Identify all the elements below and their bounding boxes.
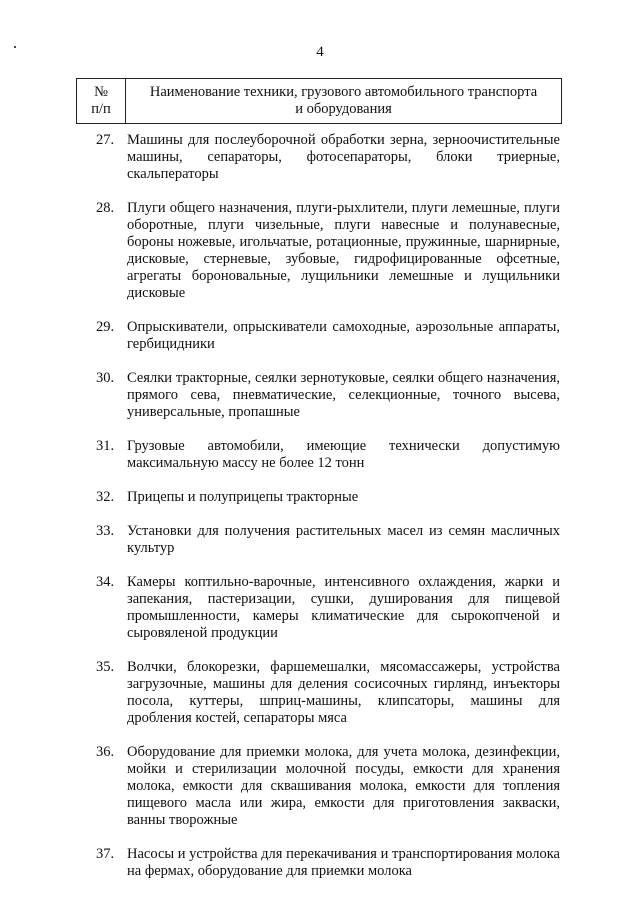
- item-text: Камеры коптильно-варочные, интенсивного охлаждения, жарки и запекания, пастеризации, сушки, душирования для пищевой промышленности, камеры климатические для сырокопченой и сыровяленой продукции: [127, 574, 560, 641]
- column-title-line2: и оборудования: [295, 101, 392, 117]
- item-number: 29.: [96, 319, 115, 335]
- item-text: Сеялки тракторные, сеялки зернотуковые, сеялки общего назначения, прямого сева, пневматические, селекционные, точного высева, универсальные, пропашные: [127, 370, 560, 420]
- item-number: 36.: [96, 744, 115, 760]
- list-item: [96, 659, 560, 727]
- item-text: Насосы и устройства для перекачивания и транспортирования молока на фермах, оборудование для приемки молока: [127, 846, 560, 879]
- item-text: Установки для получения растительных масел из семян масличных культур: [127, 523, 560, 556]
- item-number: 28.: [96, 200, 115, 216]
- header-row: [77, 79, 562, 124]
- header-table: [76, 78, 562, 124]
- item-number: 34.: [96, 574, 115, 590]
- list-item: [96, 744, 560, 829]
- item-text: Прицепы и полуприцепы тракторные: [127, 489, 359, 505]
- list-item: [96, 438, 560, 472]
- item-number: 32.: [96, 489, 115, 505]
- column-title-header: [126, 79, 562, 124]
- column-number-header: [77, 79, 126, 124]
- list-item: [96, 319, 560, 353]
- item-number: 33.: [96, 523, 115, 539]
- column-number-label: №: [94, 84, 108, 100]
- item-number: 27.: [96, 132, 115, 148]
- list-item: [96, 200, 560, 302]
- items-list: [96, 132, 560, 897]
- item-text: Машины для послеуборочной обработки зерна, зерноочистительные машины, сепараторы, фотосепараторы, блоки триерные, скальператоры: [127, 132, 560, 182]
- item-text: Грузовые автомобили, имеющие технически допустимую максимальную массу не более 12 тонн: [127, 438, 560, 471]
- column-title-line1: Наименование техники, грузового автомобильного транспорта: [149, 84, 538, 100]
- column-number-sublabel: п/п: [91, 101, 111, 117]
- list-item: [96, 489, 560, 506]
- item-text: Волчки, блокорезки, фаршемешалки, мясомассажеры, устройства загрузочные, машины для деления сосисочных гирлянд, инъекторы посола, куттеры, шприц-машины, клипсаторы, машины для дробления костей, сепараторы мяса: [127, 659, 560, 726]
- list-item: [96, 846, 560, 880]
- page-number: 4: [316, 44, 324, 60]
- list-item: [96, 370, 560, 421]
- item-number: 31.: [96, 438, 115, 454]
- list-item: [96, 574, 560, 642]
- list-item: [96, 132, 560, 183]
- item-text: Опрыскиватели, опрыскиватели самоходные, аэрозольные аппараты, гербицидники: [127, 319, 560, 352]
- item-number: 37.: [96, 846, 115, 862]
- item-number: 35.: [96, 659, 115, 675]
- item-text: Плуги общего назначения, плуги-рыхлители, плуги лемешные, плуги оборотные, плуги чизельные, плуги навесные и полунавесные, бороны ножевые, игольчатые, ротационные, пружинные, шарнирные, дисковые, стерневые, зубовые, гидрофицированные офсетные, агрегаты бороновальные, лущильники лемешные и лущильники дисковые: [127, 200, 560, 301]
- list-item: [96, 523, 560, 557]
- item-number: 30.: [96, 370, 115, 386]
- item-text: Оборудование для приемки молока, для учета молока, дезинфекции, мойки и стерилизации молочной посуды, емкости для хранения молока, емкости для сквашивания молока, емкости для топления пищевого масла или жира, емкости для приготовления закваски, ванны творожные: [127, 744, 560, 828]
